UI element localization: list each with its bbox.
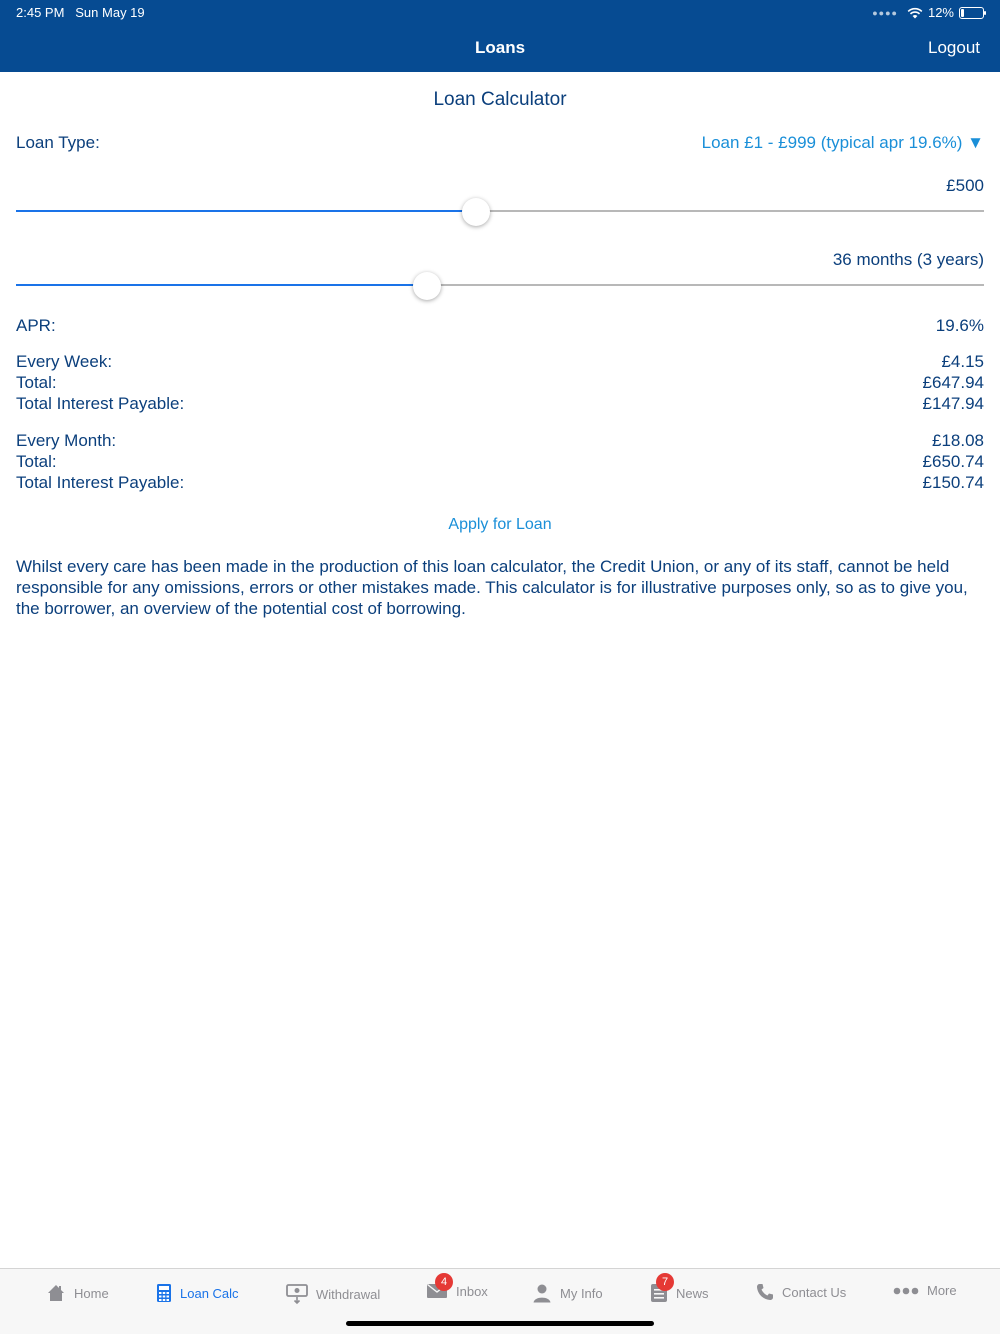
status-date: Sun May 19 (75, 5, 145, 20)
term-slider[interactable] (16, 270, 984, 300)
amount-value: £500 (946, 176, 984, 195)
tab-inbox-label: Inbox (456, 1283, 488, 1299)
tab-contact-us-label: Contact Us (782, 1284, 847, 1300)
monthly-payment-label: Every Month: (16, 431, 117, 450)
weekly-interest-label: Total Interest Payable: (16, 394, 185, 413)
tab-my-info[interactable] (532, 1283, 603, 1303)
calculator-title: Loan Calculator (433, 89, 567, 110)
loan-type-label: Loan Type: (16, 133, 100, 152)
status-clock: 2:45 PM (16, 5, 65, 20)
home-icon (46, 1283, 66, 1303)
page-title: Loans (474, 38, 526, 57)
calculator-icon (156, 1283, 172, 1303)
amount-slider-fill (16, 210, 476, 212)
term-value: 36 months (3 years) (832, 250, 984, 269)
status-time (16, 5, 145, 20)
logout-button[interactable]: Logout (928, 38, 980, 57)
weekly-total-label: Total: (16, 373, 57, 392)
tab-loan-calc[interactable] (156, 1283, 239, 1303)
weekly-total-value: £647.94 (922, 373, 984, 392)
tab-loan-calc-label: Loan Calc (180, 1285, 239, 1301)
monthly-total-label: Total: (16, 452, 57, 471)
navigation-bar (0, 0, 1000, 72)
tab-more-label: More (927, 1283, 957, 1298)
tab-news-label: News (676, 1285, 709, 1301)
monthly-total-value: £650.74 (922, 452, 984, 471)
tab-withdrawal-label: Withdrawal (316, 1286, 381, 1302)
tab-withdrawal[interactable] (286, 1283, 380, 1305)
monthly-interest-label: Total Interest Payable: (16, 473, 185, 492)
weekly-interest-value: £147.94 (922, 394, 984, 413)
wifi-icon (907, 7, 923, 19)
disclaimer-text: Whilst every care has been made in the production of this loan calculator, the Credit Union, or any of its staff, cannot be held responsible for any omissions, errors or other mistakes made. This calculator is for illustrative purposes only, so as to give you, the borrower, an overview of the potential cost of borrowing. (16, 557, 968, 618)
news-badge: 7 (656, 1273, 674, 1291)
tab-contact-us[interactable] (756, 1283, 846, 1301)
home-indicator (346, 1321, 654, 1326)
weekly-payment-label: Every Week: (16, 352, 113, 371)
tab-home[interactable] (46, 1283, 109, 1303)
signal-dots-icon: ●●●● (872, 7, 898, 18)
term-slider-fill (16, 284, 427, 286)
loan-type-picker[interactable]: Loan £1 - £999 (typical apr 19.6%) ▼ (701, 133, 984, 152)
tab-my-info-label: My Info (560, 1285, 603, 1301)
apply-for-loan-button[interactable]: Apply for Loan (448, 516, 552, 533)
inbox-badge: 4 (435, 1273, 453, 1291)
phone-icon (756, 1283, 774, 1301)
weekly-payment-value: £4.15 (941, 352, 984, 371)
more-icon (893, 1287, 919, 1295)
apr-value: 19.6% (935, 316, 984, 335)
tab-more[interactable] (893, 1283, 957, 1298)
monthly-interest-value: £150.74 (922, 473, 984, 492)
tab-home-label: Home (74, 1285, 109, 1301)
battery-percent: 12% (927, 5, 954, 20)
tab-inbox[interactable] (426, 1276, 488, 1299)
apr-label: APR: (16, 316, 56, 335)
status-indicators (872, 5, 984, 20)
monthly-payment-value: £18.08 (932, 431, 984, 450)
tab-news[interactable] (650, 1276, 709, 1303)
person-icon (532, 1283, 552, 1303)
battery-icon (959, 7, 984, 19)
withdrawal-icon (286, 1283, 308, 1305)
amount-slider-thumb[interactable] (462, 198, 490, 226)
amount-slider[interactable] (16, 196, 984, 226)
term-slider-thumb[interactable] (413, 272, 441, 300)
